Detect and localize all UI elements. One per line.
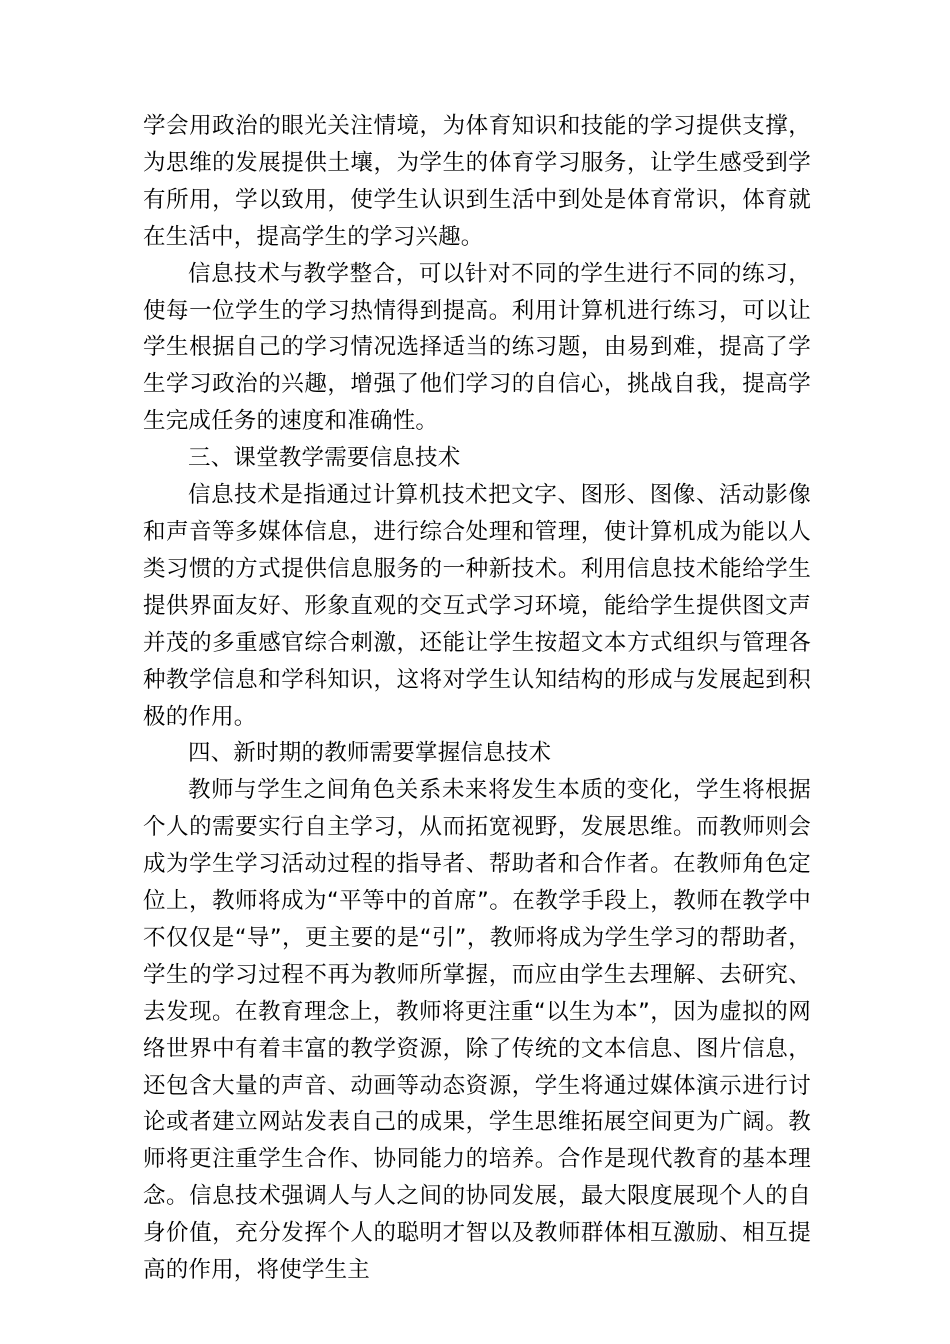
paragraph-information-technology: 信息技术是指通过计算机技术把文字、图形、图像、活动影像和声音等多媒体信息，进行综合处理和管理，使计算机成为能以人类习惯的方式提供信息服务的一种新技术。利用信息技术能给学生提供界面友好、形象直观的交互式学习环境，能给学生提供图文声并茂的多重感官综合刺激，还能让学生按超文本方式组织与管理各种教学信息和学科知识，这将对学生认知结构的形成与发展起到积极的作用。 bbox=[143, 482, 811, 730]
paragraph-integration: 信息技术与教学整合，可以针对不同的学生进行不同的练习，使每一位学生的学习热情得到提高。利用计算机进行练习，可以让学生根据自己的学习情况选择适当的练习题，由易到难，提高了学生学习政治的兴趣，增强了他们学习的自信心，挑战自我，提高学生完成任务的速度和准确性。 bbox=[143, 260, 811, 435]
section-heading-four: 四、新时期的教师需要掌握信息技术 bbox=[188, 740, 552, 767]
paragraph-teacher-role: 教师与学生之间角色关系未来将发生本质的变化，学生将根据个人的需要实行自主学习，从而拓宽视野，发展思维。而教师则会成为学生学习活动过程的指导者、帮助者和合作者。在教师角色定位上，教师将成为“平等中的首席”。在教学手段上，教师在教学中不仅仅是“导”，更主要的是“引”，教师将成为学生学习的帮助者，学生的学习过程不再为教师所掌握，而应由学生去理解、去研究、去发现。在教育理念上，教师将更注重“以生为本”，因为虚拟的网络世界中有着丰富的教学资源，除了传统的文本信息、图片信息，还包含大量的声音、动画等动态资源，学生将通过媒体演示进行讨论或者建立网站发表自己的成果，学生思维拓展空间更为广阔。教师将更注重学生合作、协同能力的培养。合作是现代教育的基本理念。信息技术强调人与人之间的协同发展，最大限度展现个人的自身价值，充分发挥个人的聪明才智以及教师群体相互激励、相互提高的作用，将使学生主 bbox=[143, 777, 811, 1284]
paragraph-continuation: 学会用政治的眼光关注情境，为体育知识和技能的学习提供支撑，为思维的发展提供土壤，为学生的体育学习服务，让学生感受到学有所用，学以致用，使学生认识到生活中到处是体育常识，体育就在生活中，提高学生的学习兴趣。 bbox=[143, 113, 811, 250]
section-heading-three: 三、课堂教学需要信息技术 bbox=[188, 445, 461, 472]
document-page bbox=[143, 108, 811, 1289]
